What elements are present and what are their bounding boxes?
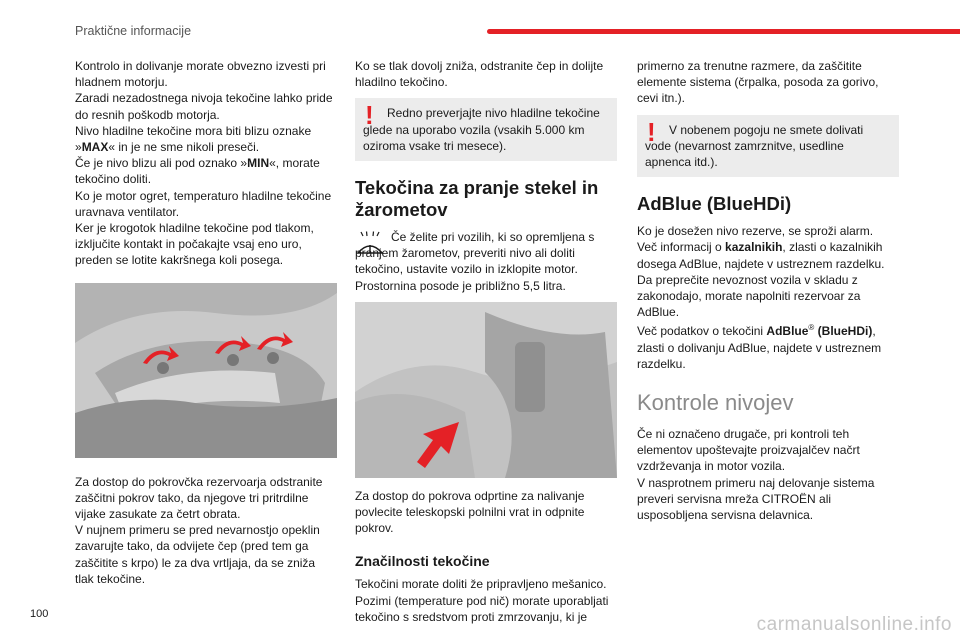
fluid-specs-text: Tekočini morate doliti že pripravljeno mešanico. Pozimi (temperature pod nič) morate uporabljati tekočino s sredstvom proti zmrzovanju, ki je [355,577,609,624]
coolant-text-c: «, morate tekočino doliti. Ko je motor ogret, temperaturo hladilne tekočine uravnava ventilator. Ker je krogotok hladilne tekočine pod tlakom, izključite kontakt in počakajte vsaj eno uro, preden se lotite kakršnega koli posega. [75,156,332,268]
watermark: carmanualsonline.info [756,614,952,635]
column-1 [75,58,337,587]
exclamation-icon: ! [647,116,656,147]
coolant-warning-note [355,98,617,161]
washer-paragraph [355,229,617,294]
registered-mark: ® [808,323,815,333]
washer-text: Če želite pri vozilih, ki so opremljena s pranjem žarometov, preveriti nivo ali doliti tekočino, ustavite vozilo in izklopite motor. Prostornina posode je približno 5,5 litra. [355,230,595,293]
bluehdi-bold: (BlueHDi) [814,324,873,339]
adblue-bold: AdBlue [766,324,809,339]
coolant-instructions [75,58,337,269]
filler-access-text: Za dostop do pokrova odprtine za nalivanje povlecite teleskopski polnilni vrat in odpnite pokrov. [355,488,585,536]
coolant-warning-text: Redno preverjajte nivo hladilne tekočine glede na uporabo vozila (vsakih 5.000 km oziroma vsake tri mesece). [363,106,600,153]
water-warning-note [637,115,899,178]
coolant-text-a: Kontrolo in dolivanje morate obvezno izvesti pri hladnem motorju. Zaradi nezadostnega nivoja tekočine lahko pride do resnih poškodb motorja. Nivo hladilne tekočine mora biti blizu oznake » [75,59,333,155]
max-mark: MAX [81,140,109,155]
page-header-title: Praktične informacije [75,24,192,38]
cover-removal-text: Za dostop do pokrovčka rezervoarja odstranite zaščitni pokrov tako, da njegove tri pritrdilne vijake zasukate za četrt obrata. V nujnem primeru se pred nevarnostjo opeklin zavarujte tako, da odvijete čep (pred tem ga zaščitite s krpo) le za dva vrtljaja, da se zniža tlak tekočine. [75,474,323,586]
adblue-text-c: , zlasti o kazalnikih dosega AdBlue, najdete v ustreznem razdelku. Da preprečite nevoznost vozila v skladu z zakonodajo, morate napolniti rezervoar za AdBlue. Več podatkov o tekočini [637,240,885,339]
adblue-text-f: , zlasti o dolivanju AdBlue, najdete v ustreznem razdelku. [637,324,882,371]
adblue-text-a: Ko je dosežen nivo rezerve, se sproži alarm. Več informacij o [637,224,874,255]
header-accent-bar [487,29,960,34]
adblue-text [637,223,899,372]
windscreen-washer-icon [355,231,385,257]
washer-fluid-heading: Tekočina za pranje stekel in žarometov [355,177,599,221]
exclamation-icon: ! [365,100,374,131]
adblue-indicators-bold: kazalnikih [725,240,783,255]
coolant-cover-photo [75,283,337,458]
washer-filler-photo [355,302,617,478]
level-checks-text: Če ni označeno drugače, pri kontroli teh elementov upoštevajte proizvajalčev načrt vzdrževanja in motor vozila. V nasprotnem primeru naj delovanje sistema preveri servisna mreža CITROËN ali usposobljena servisna delavnica. [637,427,875,523]
refill-text: Ko se tlak dovolj zniža, odstranite čep in dolijte hladilno tekočino. [355,59,604,90]
column-2 [355,58,617,625]
column-3 [637,58,899,523]
adblue-heading: AdBlue (BlueHDi) [637,193,792,215]
water-warning-text: V nobenem pogoju ne smete dolivati vode (nevarnost zamrznitve, usedline apnenca itd.). [645,122,864,170]
fluid-specs-heading: Značilnosti tekočine [355,553,490,570]
coolant-text-b: « in je ne sme nikoli preseči. Če je nivo blizu ali pod oznako » [75,140,260,171]
page-number: 100 [30,608,49,620]
antifreeze-text: primerno za trenutne razmere, da zaščitite elemente sistema (črpalka, posoda za gorivo, cevi itn.). [637,59,879,106]
level-checks-heading: Kontrole nivojev [637,390,794,416]
min-mark: MIN [247,156,270,171]
